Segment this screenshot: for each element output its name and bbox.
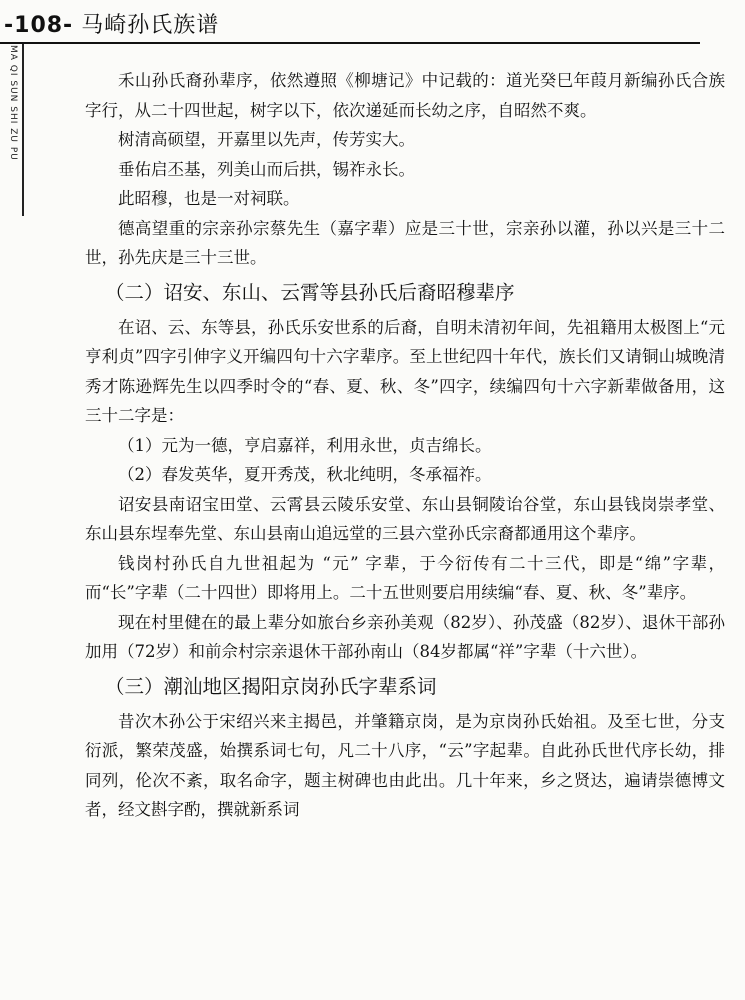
- side-text: MA QI SUN SHI ZU PU: [8, 45, 18, 161]
- paragraph: 现在村里健在的最上辈分如旅台乡亲孙美观（82岁）、孙茂盛（82岁）、退休干部孙加用（72岁）和前佘村宗亲退休干部孙南山（84岁都属“祥”字辈（十六世）。: [85, 612, 725, 661]
- paragraph: （1）元为一德，亨启嘉祥，利用永世，贞吉绵长。: [118, 435, 492, 455]
- paragraph: 树清高硕望，开嘉里以先声，传芳实大。: [118, 130, 415, 149]
- paragraph: 禾山孙氏裔孙辈序，依然遵照《柳塘记》中记载的：道光癸巳年葭月新编孙氏合族字行，从二十四世起，树字以下，依次递延而长幼之序，自昭然不爽。: [85, 71, 725, 120]
- section-heading: （二）诏安、东山、云霄等县孙氏后裔昭穆辈序: [105, 280, 515, 304]
- paragraph: 钱岗村孙氏自九世祖起为 “元” 字辈，于今衍传有二十三代，即是“绵”字辈，而“长”字辈（二十四世）即将用上。二十五世则要启用续编“春、夏、秋、冬”辈序。: [85, 553, 725, 602]
- paragraph: 此昭穆，也是一对祠联。: [118, 189, 300, 208]
- book-title: 马崎孙氏族谱: [81, 13, 220, 38]
- page-body: [85, 66, 725, 825]
- paragraph: 垂佑启丕基，列美山而后拱，锡祚永长。: [118, 159, 415, 179]
- paragraph: 德高望重的宗亲孙宗蔡先生（嘉字辈）应是三十世，宗亲孙以灌，孙以兴是三十二世，孙先庆是三十三世。: [85, 218, 725, 267]
- side-rule: [22, 44, 24, 216]
- paragraph: 诏安县南诏宝田堂、云霄县云陵乐安堂、东山县铜陵诒谷堂，东山县钱岗崇孝堂、东山县东埕奉先堂、东山县南山追远堂的三县六堂孙氏宗裔都通用这个辈序。: [85, 494, 725, 543]
- page-header: [4, 8, 219, 39]
- paragraph: （2）春发英华，夏开秀茂，秋北纯明，冬承福祚。: [118, 465, 492, 484]
- header-rule: [0, 42, 700, 44]
- section-heading: （三）潮汕地区揭阳京岗孙氏字辈系词: [105, 674, 437, 698]
- paragraph: 昔次木孙公于宋绍兴来主揭邑，并肇籍京岗，是为京岗孙氏始祖。及至七世，分支衍派，繁荣茂盛，始撰系词七句，凡二十八序，“云”字起辈。自此孙氏世代序长幼，排同列，伦次不紊，取名命字，题主树碑也由此出。几十年来，乡之贤达，遍请崇德博文者，经文斟字酌，撰就新系词: [85, 711, 725, 819]
- page-number: -108-: [4, 13, 74, 38]
- paragraph: 在诏、云、东等县，孙氏乐安世系的后裔，自明未清初年间，先祖籍用太极图上“元亨利贞”四字引伸字义开编四句十六字辈序。至上世纪四十年代，族长们又请铜山城晚清秀才陈逊辉先生以四季时令的“春、夏、秋、冬”四字，续编四句十六字新辈做备用，这三十二字是：: [85, 317, 725, 425]
